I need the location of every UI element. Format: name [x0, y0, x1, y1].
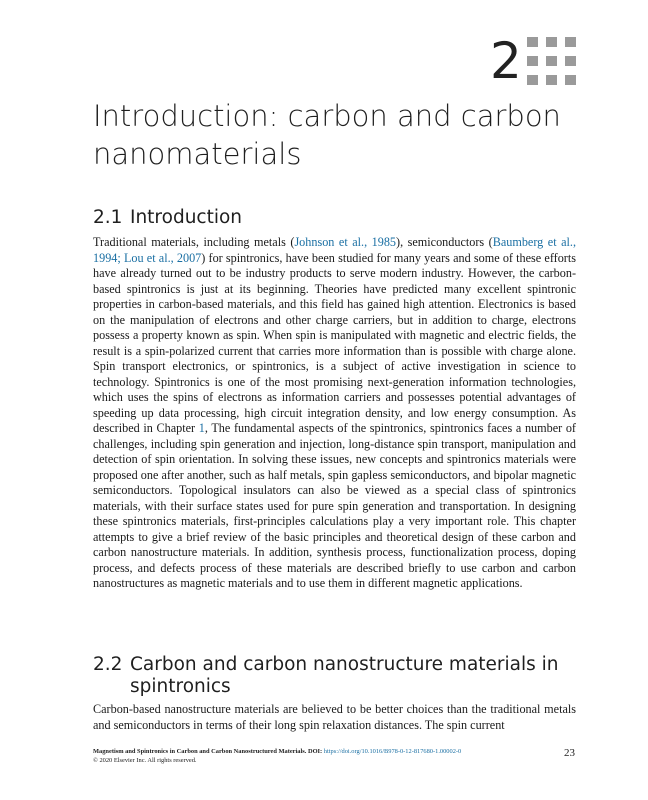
section-number: 2.1 [93, 207, 123, 228]
text-run: Traditional materials, including metals ( [93, 235, 295, 249]
section-title-line1: Carbon and carbon nanostructure materials in [130, 654, 559, 675]
page-number: 23 [564, 747, 575, 759]
intro-paragraph [93, 235, 576, 592]
book-reference: Magnetism and Spintronics in Carbon and Carbon Nanostructured Materials. [93, 748, 307, 755]
text-run: , The fundamental aspects of the spintronics, spintronics faces a number of challenges, including spin generation and injection, long-distance spin transport, manipulation and detection of spin orientation. In solving these issues, new concepts and spintronics materials were proposed one after another, such as half metals, spin gapless semiconductors, and bipolar magnetic semiconductors. Topological insulators can also be viewed as a special class of spintronics materials, with their surface states used for pure spin generation and transportation. In designing these spintronics materials, first-principles calculations play a very important role. This chapter attempts to give a brief review of the basic principles and theoretical design of these carbon and carbon nanostructure materials. In addition, synthesis process, functionalization process, doping process, and defects process of these materials are described briefly to use carbon and carbon nanostructures as magnetic materials and to use them in different magnetic applications. [93, 421, 576, 590]
section-title: Introduction [130, 207, 243, 228]
citation-link[interactable]: Baumberg et al., 1994; Lou et al., 2007 [93, 235, 576, 265]
doi-link[interactable]: https://doi.org/10.1016/B978-0-12-817680-1.00002-0 [323, 748, 462, 755]
section-heading-carbon [93, 654, 559, 698]
chapter-title: Introduction: carbon and carbon nanomaterials [93, 99, 561, 171]
section-heading-intro [93, 207, 242, 229]
chapter-number: 2 [490, 32, 522, 90]
carbon-paragraph: Carbon-based nanostructure materials are believed to be better choices than the traditional metals and semiconductors in terms of their long spin relaxation distances. The spin current [93, 702, 576, 732]
chapter-decoration [527, 37, 577, 85]
text-run: ), semiconductors ( [396, 235, 493, 249]
chapter-link[interactable]: 1 [198, 421, 205, 435]
doi-label: DOI: [307, 748, 323, 755]
copyright: © 2020 Elsevier Inc. All rights reserved. [93, 757, 197, 764]
footer-citation [93, 747, 553, 765]
citation-link[interactable]: Johnson et al., 1985 [294, 235, 397, 249]
text-run: ) for spintronics, have been studied for many years and some of these efforts have already turned out to be industry products to serve modern industry. However, the carbon-based spintronics is just at its beginning. Theories have predicted many excellent spintronic properties in carbon-based materials, and this field has gained high attention. Electronics is based on the manipulation of electrons and other charge carriers, but in addition to charge, electrons possess a property known as spin. When spin is manipulated with magnetic and electric fields, the result is a spin-polarized current that carries more information than is possible with charge alone. Spin transport electronics, or spintronics, is a subject of active investigation in science to technology. Spintronics is one of the most promising next-generation information technologies, which uses the spins of electrons as information carriers and possesses potential advantages of speeding up data processing, high circuit integration density, and low energy consumption. As described in Chapter [93, 250, 576, 435]
section-title-line2: spintronics [130, 676, 231, 697]
section-number: 2.2 [93, 654, 123, 675]
